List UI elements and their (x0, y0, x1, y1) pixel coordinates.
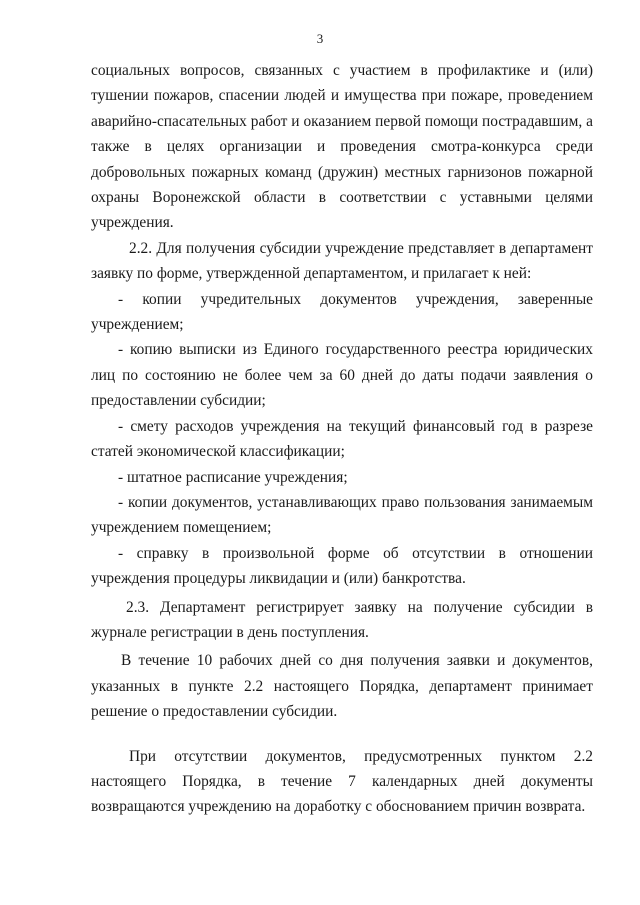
list-item-constituent-documents: - копии учредительных документов учреждения, заверенные учреждением; (91, 290, 593, 334)
paragraph-decision-term: В течение 10 рабочих дней со дня получения заявки и документов, указанных в пункте 2.2 настоящего Порядка, департамент принимает решение о предоставлении субсидии. (91, 652, 593, 721)
paragraph-2-3: 2.3. Департамент регистрирует заявку на получение субсидии в журнале регистрации в день поступления. (91, 598, 593, 641)
paragraph-continuation: социальных вопросов, связанных с участием в профилактике и (или) тушении пожаров, спасении людей и имущества при пожаре, проведением аварийно-спасательных работ и оказанием первой помощи пострадавшим, а также в целях организации и проведения смотра-конкурса среди добровольных пожарных команд (дружин) местных гарнизонов пожарной охраны Воронежской области в соответствии с уставными целями учреждения. (91, 62, 593, 232)
list-item-staff-schedule: - штатное расписание учреждения; (118, 468, 348, 486)
document-body (91, 58, 593, 820)
page-number: 3 (316, 31, 324, 46)
list-item-bankruptcy-certificate: - справку в произвольной форме об отсутствии в отношении учреждения процедуры ликвидации и (или) банкротства. (91, 544, 593, 588)
list-item-premises-documents: - копии документов, устанавливающих право пользования занимаемым учреждением помещением; (91, 493, 593, 537)
paragraph-2-2: 2.2. Для получения субсидии учреждение представляет в департамент заявку по форме, утвержденной департаментом, и прилагает к ней: (91, 239, 593, 283)
paragraph-return-documents: При отсутствии документов, предусмотренных пунктом 2.2 настоящего Порядка, в течение 7 календарных дней документы возвращаются учреждению на доработку с обоснованием причин возврата. (91, 747, 593, 816)
list-item-expense-estimate: - смету расходов учреждения на текущий финансовый год в разрезе статей экономической классификации; (91, 417, 593, 461)
list-item-registry-extract: - копию выписки из Единого государственного реестра юридических лиц по состоянию не более чем за 60 дней до даты подачи заявления о предоставлении субсидии; (91, 341, 593, 410)
